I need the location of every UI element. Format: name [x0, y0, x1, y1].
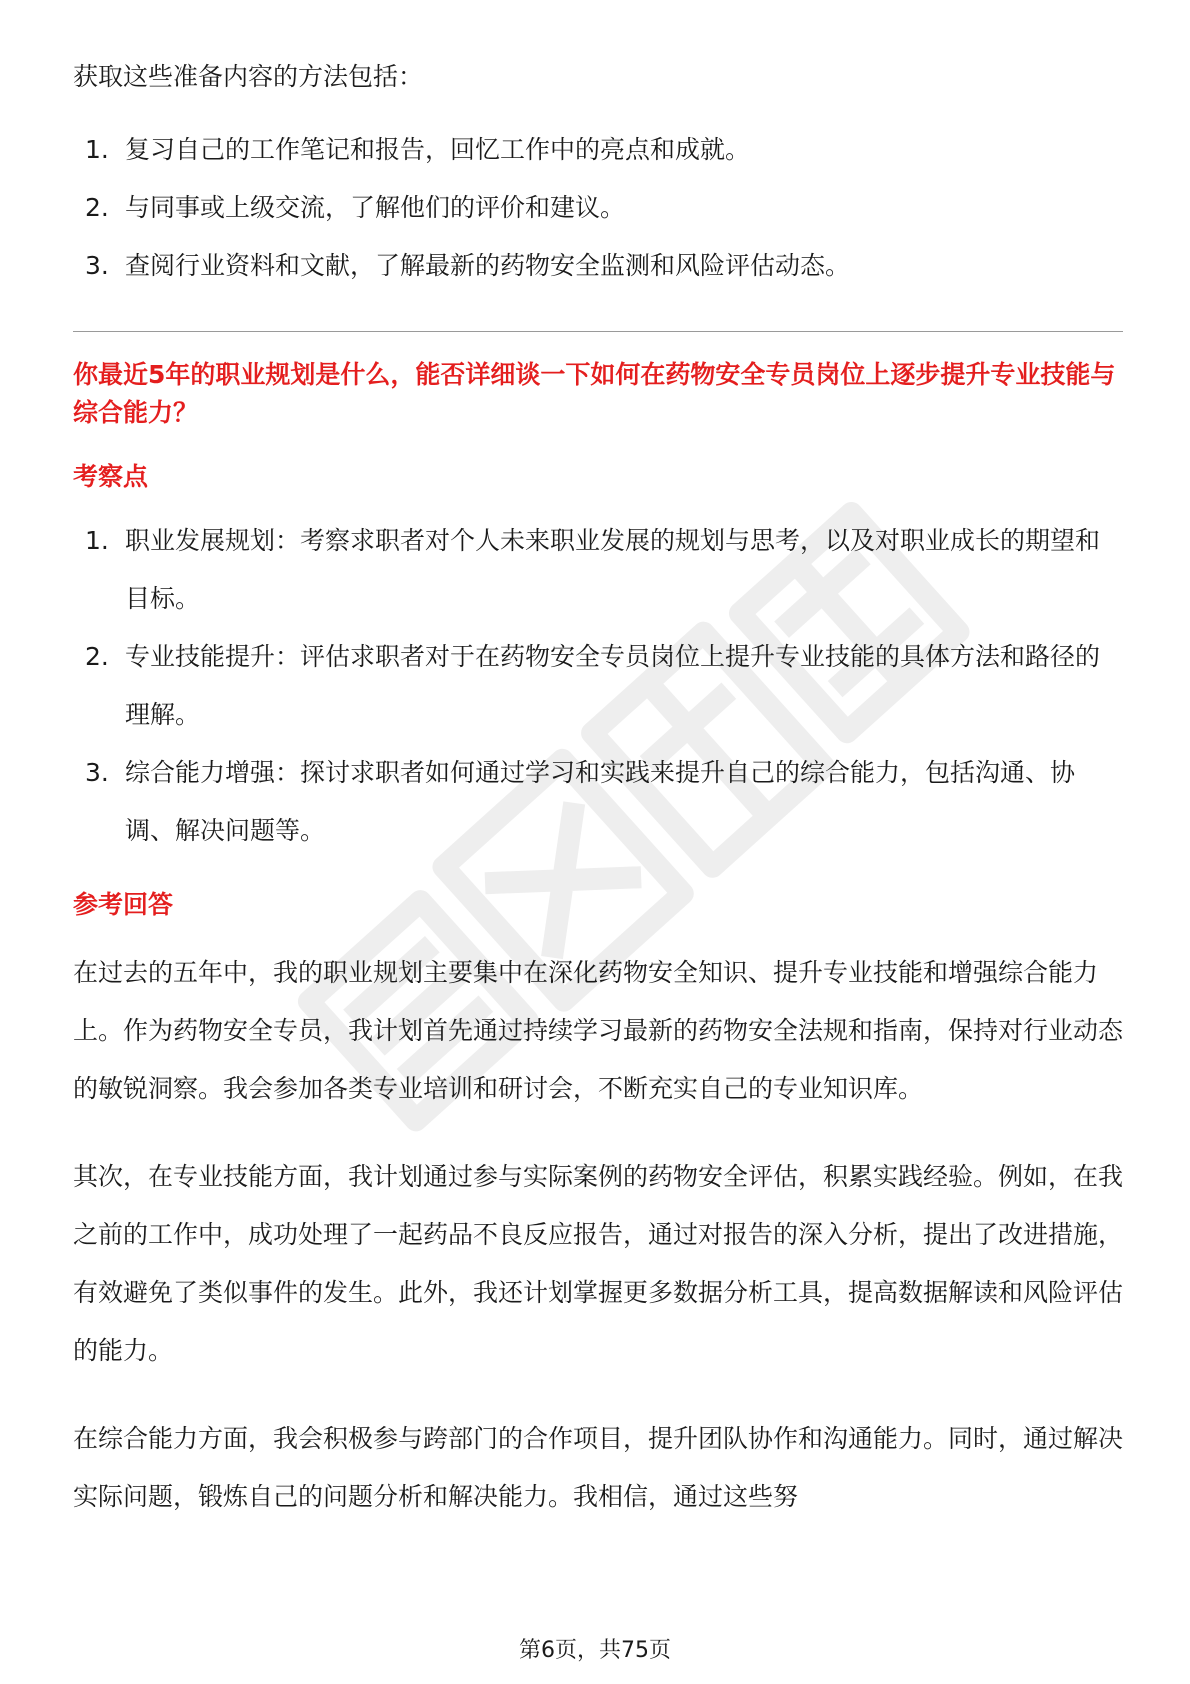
examine-points-list: [73, 512, 1123, 860]
list-item: 3. 综合能力增强：探讨求职者如何通过学习和实践来提升自己的综合能力，包括沟通、协调、解决问题等。: [85, 758, 1076, 845]
intro-text: 获取这些准备内容的方法包括：: [73, 62, 424, 91]
answer-paragraph: 在过去的五年中，我的职业规划主要集中在深化药物安全知识、提升专业技能和增强综合能力上。作为药物安全专员，我计划首先通过持续学习最新的药物安全法规和指南，保持对行业动态的敏锐洞察。我会参加各类专业培训和研讨会，不断充实自己的专业知识库。: [73, 958, 1124, 1103]
answer-label: 参考回答: [73, 890, 174, 919]
list-item-text: 复习自己的工作笔记和报告，回忆工作中的亮点和成就。: [125, 135, 751, 164]
prep-methods-list: [73, 121, 1123, 295]
list-item-text: 与同事或上级交流，了解他们的评价和建议。: [125, 193, 626, 222]
main-content: [73, 58, 1123, 1556]
list-item-text: 综合能力增强：探讨求职者如何通过学习和实践来提升自己的综合能力，包括沟通、协调、解决问题等。: [125, 758, 1076, 845]
list-item: 2. 与同事或上级交流，了解他们的评价和建议。: [85, 193, 626, 222]
list-item: 1. 职业发展规划：考察求职者对个人未来职业发展的规划与思考，以及对职业成长的期望和目标。: [85, 526, 1101, 613]
list-item: 3. 查阅行业资料和文献，了解最新的药物安全监测和风险评估动态。: [85, 251, 851, 280]
examine-label: 考察点: [73, 462, 149, 491]
list-item: 2. 专业技能提升：评估求职者对于在药物安全专员岗位上提升专业技能的具体方法和路径的理解。: [85, 642, 1101, 729]
page-footer: 第6页，共75页: [519, 1638, 671, 1663]
section-divider: [73, 331, 1123, 332]
answer-paragraph: 其次，在专业技能方面，我计划通过参与实际案例的药物安全评估，积累实践经验。例如，在我之前的工作中，成功处理了一起药品不良反应报告，通过对报告的深入分析，提出了改进措施，有效避免了类似事件的发生。此外，我还计划掌握更多数据分析工具，提高数据解读和风险评估的能力。: [73, 1162, 1124, 1365]
answer-paragraph: 在综合能力方面，我会积极参与跨部门的合作项目，提升团队协作和沟通能力。同时，通过解决实际问题，锻炼自己的问题分析和解决能力。我相信，通过这些努: [73, 1424, 1124, 1511]
list-item-text: 专业技能提升：评估求职者对于在药物安全专员岗位上提升专业技能的具体方法和路径的理解。: [125, 642, 1101, 729]
list-item-text: 职业发展规划：考察求职者对个人未来职业发展的规划与思考，以及对职业成长的期望和目标。: [125, 526, 1101, 613]
list-item-text: 查阅行业资料和文献，了解最新的药物安全监测和风险评估动态。: [125, 251, 851, 280]
question-heading: 你最近5年的职业规划是什么，能否详细谈一下如何在药物安全专员岗位上逐步提升专业技能与综合能力？: [73, 360, 1116, 427]
list-item: 1. 复习自己的工作笔记和报告，回忆工作中的亮点和成就。: [85, 135, 751, 164]
